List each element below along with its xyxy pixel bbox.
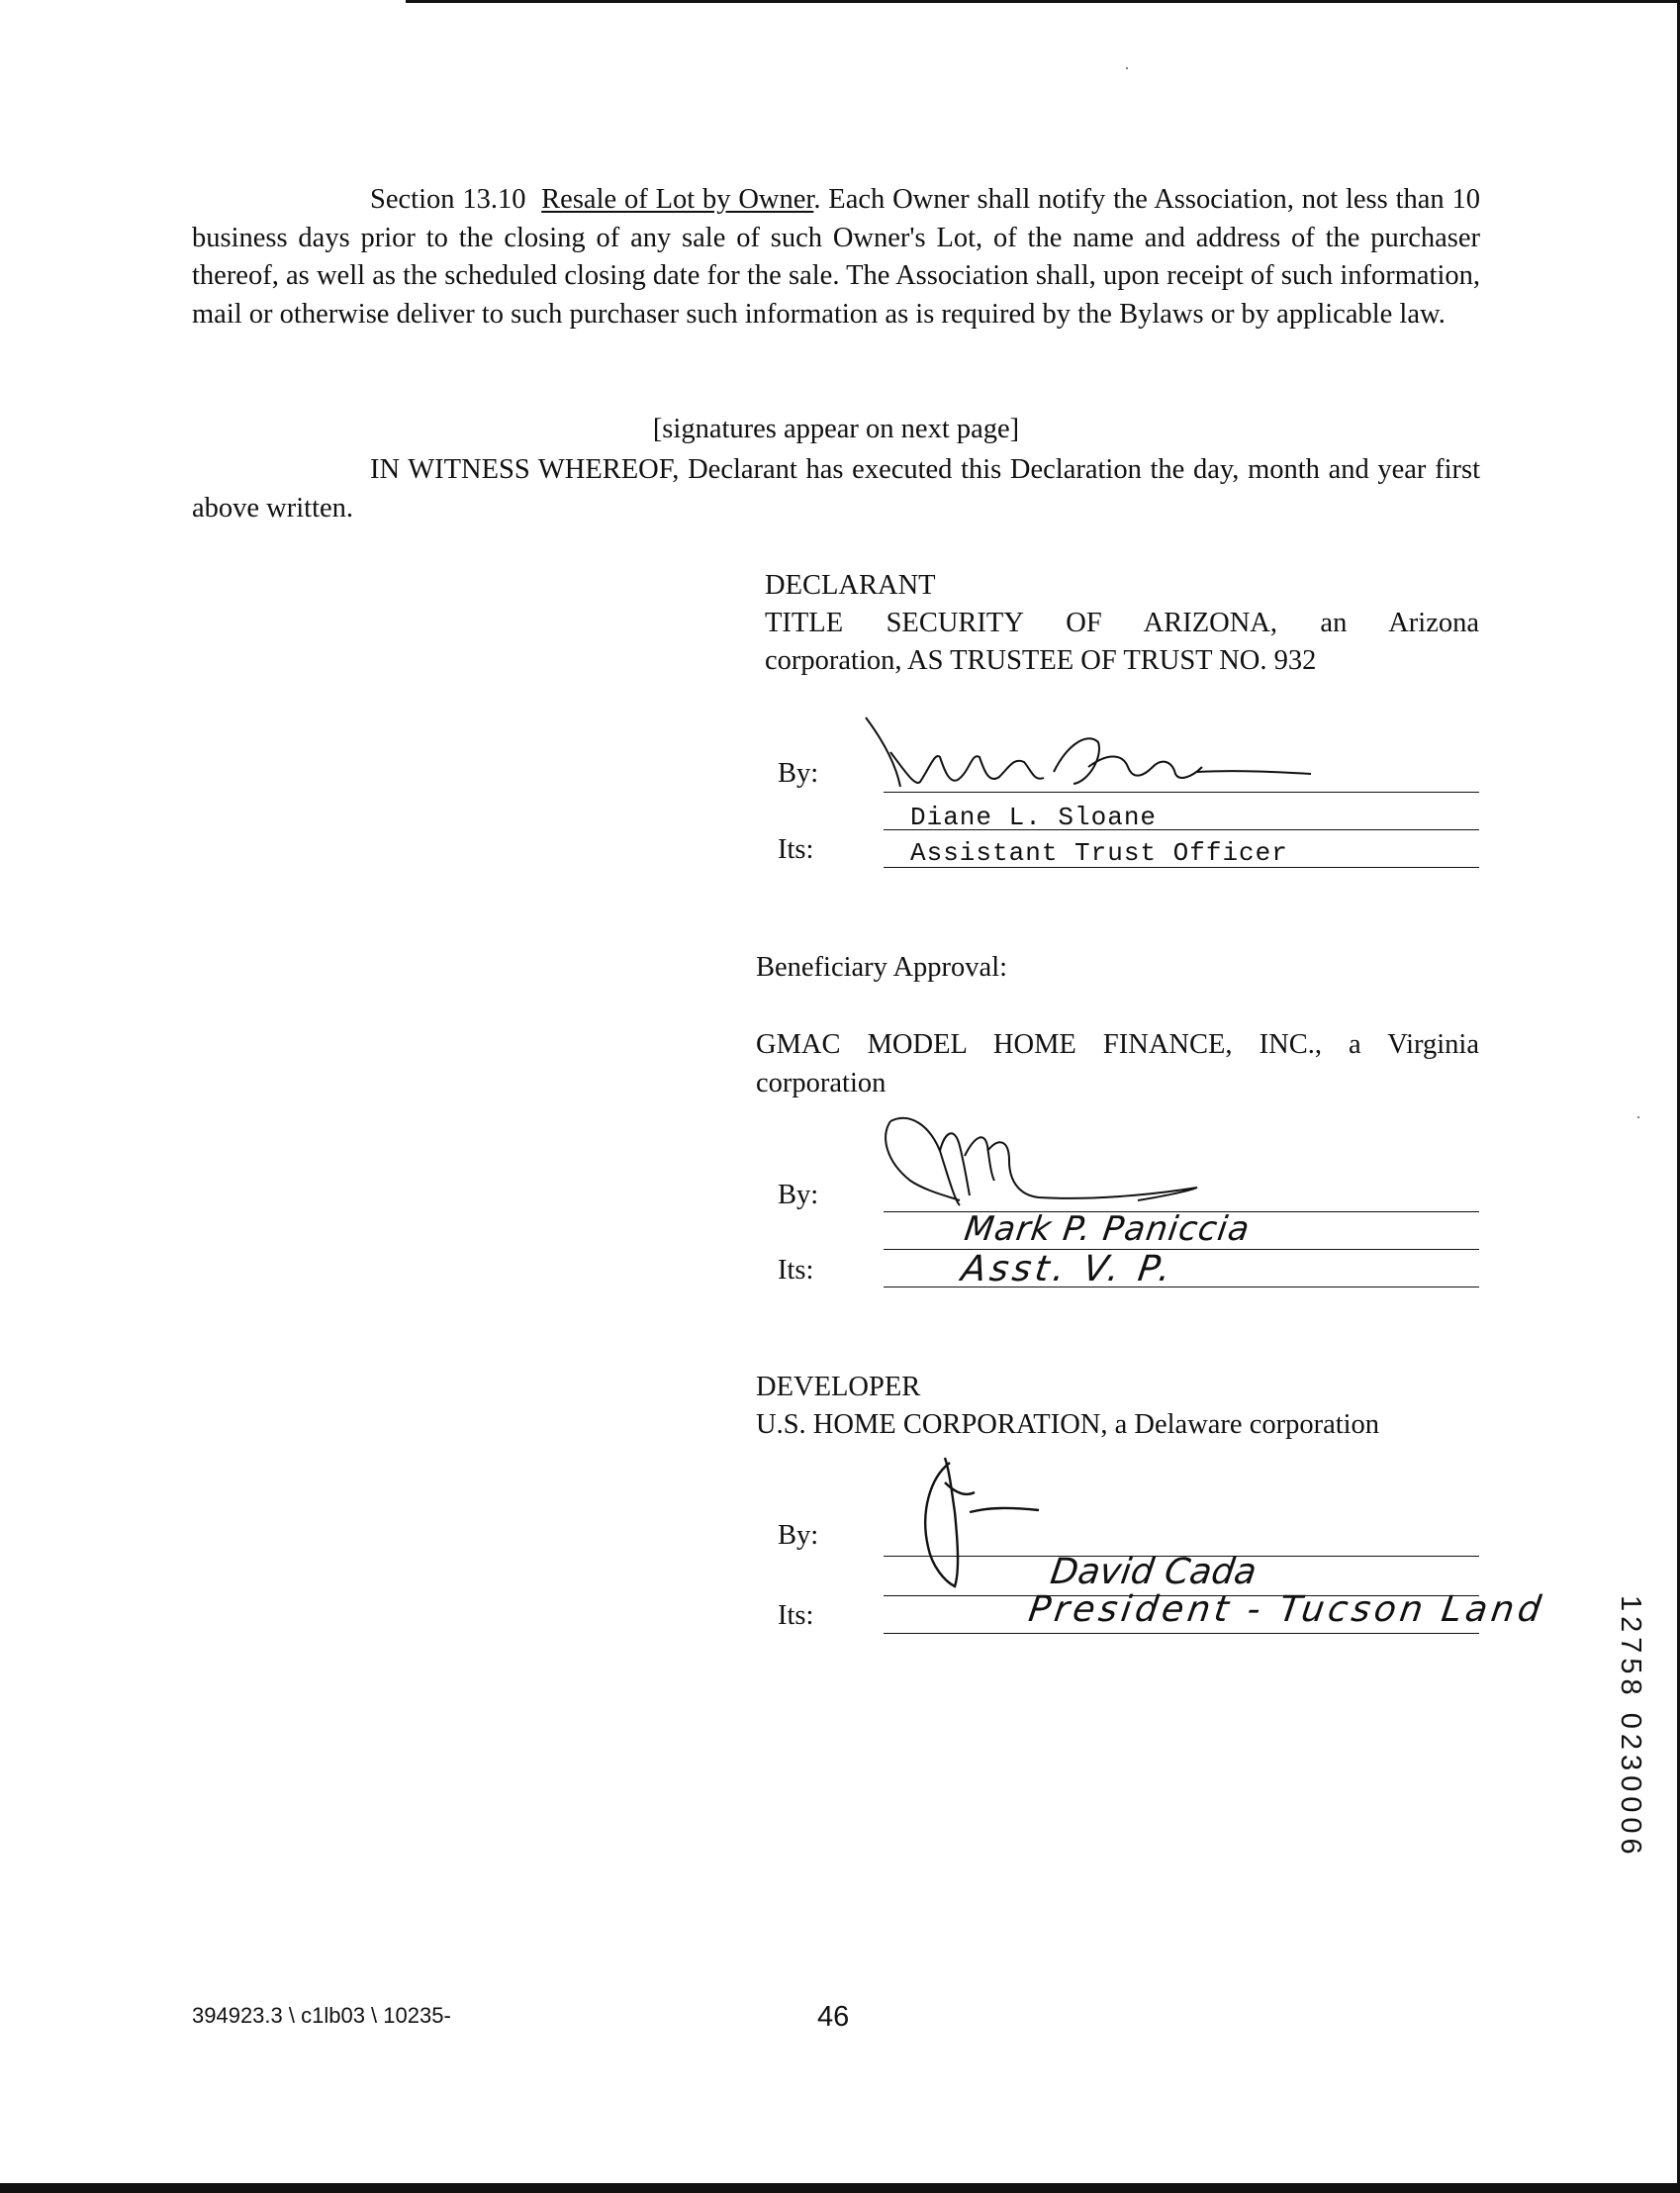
- beneficiary-by-label: By:: [778, 1180, 819, 1210]
- developer-its-label: Its:: [778, 1600, 814, 1631]
- witness-text: IN WITNESS WHEREOF, Declarant has executed this Declaration the day, month and year first above written.: [192, 454, 1480, 524]
- developer-signature: [900, 1453, 1059, 1591]
- beneficiary-entity-line1: GMAC MODEL HOME FINANCE, INC., a Virginia: [756, 1029, 1479, 1060]
- scan-edge-bottom: [0, 2183, 1680, 2193]
- developer-its-line: [884, 1633, 1479, 1634]
- declarant-by-label: By:: [778, 758, 819, 789]
- scan-speck: [1126, 67, 1128, 69]
- scan-speck: [1637, 1116, 1639, 1118]
- witness-paragraph: [192, 451, 1480, 527]
- beneficiary-signer-title: Asst. V. P.: [959, 1249, 1177, 1289]
- developer-heading: DEVELOPER: [756, 1372, 921, 1402]
- scan-edge-top: [406, 0, 1680, 3]
- beneficiary-heading: Beneficiary Approval:: [756, 952, 1008, 983]
- declarant-its-label: Its:: [778, 834, 814, 865]
- declarant-its-line: [884, 867, 1479, 868]
- beneficiary-signature: [871, 1106, 1286, 1215]
- developer-by-label: By:: [778, 1520, 819, 1551]
- declarant-signer-name: Diane L. Sloane: [910, 803, 1158, 832]
- declarant-entity-line1: TITLE SECURITY OF ARIZONA, an Arizona: [765, 608, 1479, 638]
- declarant-signature: [861, 713, 1316, 802]
- developer-signer-name: David Cada: [1048, 1552, 1260, 1592]
- section-body: . Each Owner shall notify the Association, not less than 10 business days prior to the closing of any sale of such Owner's Lot, of the name and address of the purchaser thereof, as well as the scheduled closing date for the sale. The Association shall, upon receipt of such information, mail or otherwise deliver to such purchaser such information as is required by the Bylaws or by applicable law.: [192, 184, 1480, 330]
- section-13-10-paragraph: [192, 181, 1480, 334]
- footer-doc-id: 394923.3 \ c1lb03 \ 10235-: [192, 2003, 451, 2028]
- declarant-signer-title: Assistant Trust Officer: [910, 838, 1288, 868]
- declarant-entity-line2: corporation, AS TRUSTEE OF TRUST NO. 932: [765, 645, 1317, 676]
- page-number: 46: [817, 2001, 850, 2033]
- beneficiary-entity-line2: corporation: [756, 1068, 887, 1098]
- section-title: Resale of Lot by Owner: [541, 184, 814, 215]
- section-number: Section 13.10: [370, 184, 526, 215]
- developer-signer-title: President - Tucson Land: [1026, 1589, 1547, 1630]
- developer-entity-line1: U.S. HOME CORPORATION, a Delaware corporation: [756, 1409, 1380, 1440]
- declarant-name-line: [884, 829, 1479, 830]
- recording-stamp: 12758 0230006: [1615, 1595, 1646, 1859]
- beneficiary-signer-name: Mark P. Paniccia: [962, 1209, 1253, 1249]
- beneficiary-its-label: Its:: [778, 1255, 814, 1286]
- signatures-note: [signatures appear on next page]: [652, 414, 1020, 444]
- declarant-heading: DECLARANT: [765, 570, 936, 601]
